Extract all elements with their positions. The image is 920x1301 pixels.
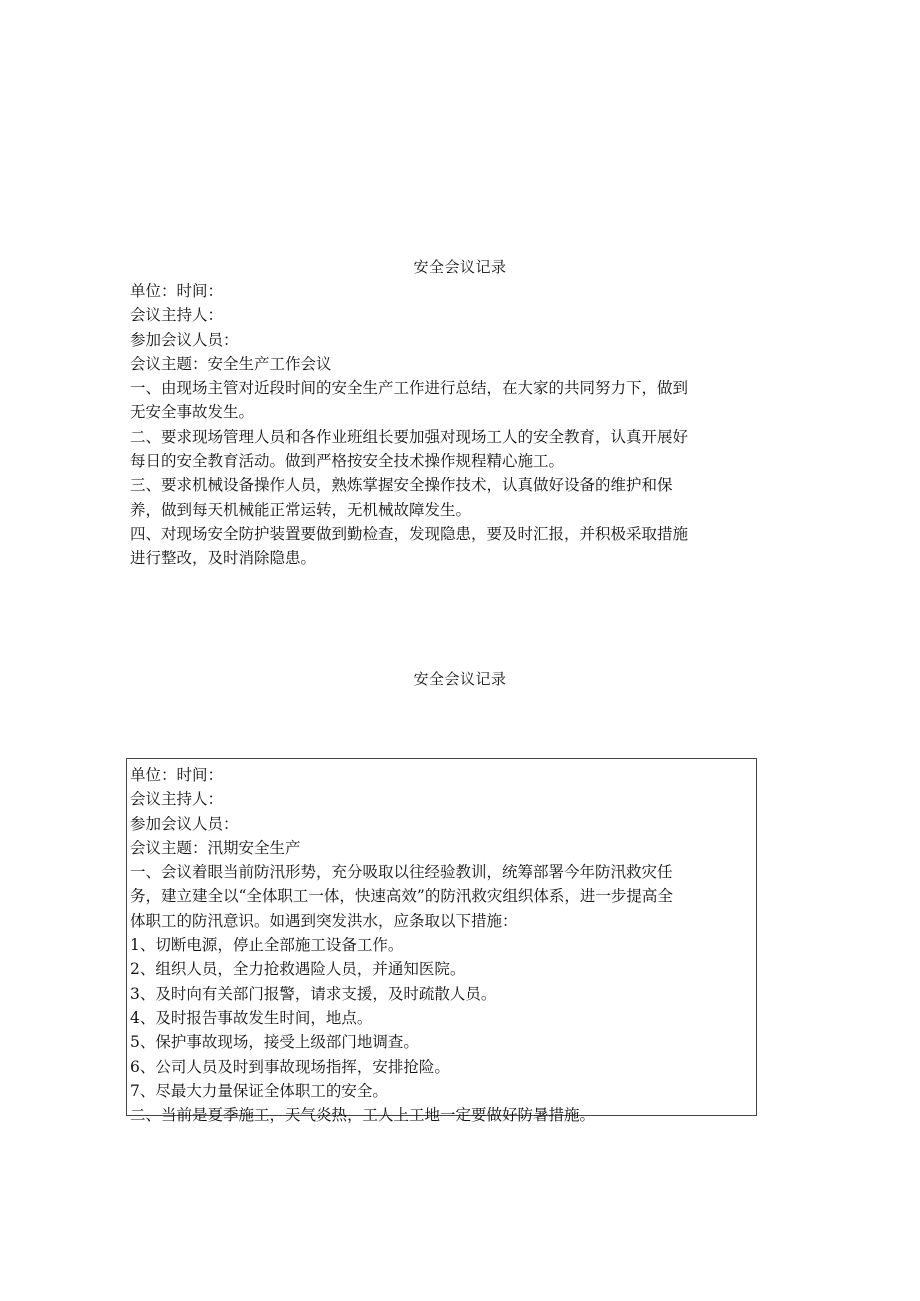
record-2-title: 安全会议记录 <box>413 670 507 688</box>
record-2-measure-2: 2、组织人员，全力抢救遇险人员，并通知医院。 <box>130 960 466 979</box>
record-2-attendees: 参加会议人员： <box>130 814 239 833</box>
record-1-item-4-cont: 进行整改，及时消除隐患。 <box>130 549 317 568</box>
record-2-measure-3: 3、及时向有关部门报警，请求支援，及时疏散人员。 <box>130 984 497 1003</box>
record-2-unit-time: 单位：时间： <box>130 766 224 784</box>
record-2-item-2: 二、当前是夏季施工，天气炎热，工人上工地一定要做好防暑措施。 <box>130 1106 596 1125</box>
record-2-item-1: 一、会议着眼当前防汛形势，充分吸取以往经验教训，统筹部署今年防汛救灾任 <box>130 863 673 882</box>
record-1-item-2: 二、要求现场管理人员和各作业班组长要加强对现场工人的安全教育，认真开展好 <box>130 427 689 446</box>
record-1-item-1-cont: 无安全事故发生。 <box>130 403 255 422</box>
record-1-unit-time: 单位：时间： <box>130 282 224 300</box>
record-2-topic: 会议主题：汛期安全生产 <box>130 838 301 857</box>
record-2-measure-1: 1、切断电源，停止全部施工设备工作。 <box>130 936 404 955</box>
record-2-measure-4: 4、及时报告事故发生时间，地点。 <box>130 1008 373 1027</box>
record-1-item-2-cont: 每日的安全教育活动。做到严格按安全技术操作规程精心施工。 <box>130 452 565 471</box>
record-1-title: 安全会议记录 <box>413 258 507 276</box>
record-1-attendees: 参加会议人员： <box>130 330 239 349</box>
record-2-table-cell <box>126 758 757 1125</box>
record-1-item-1: 一、由现场主管对近段时间的安全生产工作进行总结，在大家的共同努力下，做到 <box>130 379 689 398</box>
record-2-measure-6: 6、公司人员及时到事故现场指挥，安排抢险。 <box>130 1057 450 1076</box>
record-1-item-4: 四、对现场安全防护装置要做到勤检查，发现隐患，要及时汇报，并积极采取措施 <box>130 524 689 543</box>
record-2-measure-7: 7、尽最大力量保证全体职工的安全。 <box>130 1081 388 1100</box>
record-1-body <box>130 279 745 571</box>
record-1-item-3-cont: 养，做到每天机械能正常运转，无机械故障发生。 <box>130 500 472 519</box>
record-1-host: 会议主持人： <box>130 306 224 325</box>
record-1-topic: 会议主题：安全生产工作会议 <box>130 354 332 373</box>
record-2-item-1-cont: 务，建立建全以“全体职工一体，快速高效”的防汛救灾组织体系，进一步提高全 <box>130 887 673 906</box>
record-1-item-3: 三、要求机械设备操作人员，熟炼掌握安全操作技术，认真做好设备的维护和保 <box>130 476 673 495</box>
record-2-host: 会议主持人： <box>130 790 224 809</box>
record-2-item-1-cont2: 体职工的防汛意识。如遇到突发洪水，应条取以下措施： <box>130 911 518 930</box>
record-2-measure-5: 5、保护事故现场，接受上级部门地调查。 <box>130 1033 419 1052</box>
